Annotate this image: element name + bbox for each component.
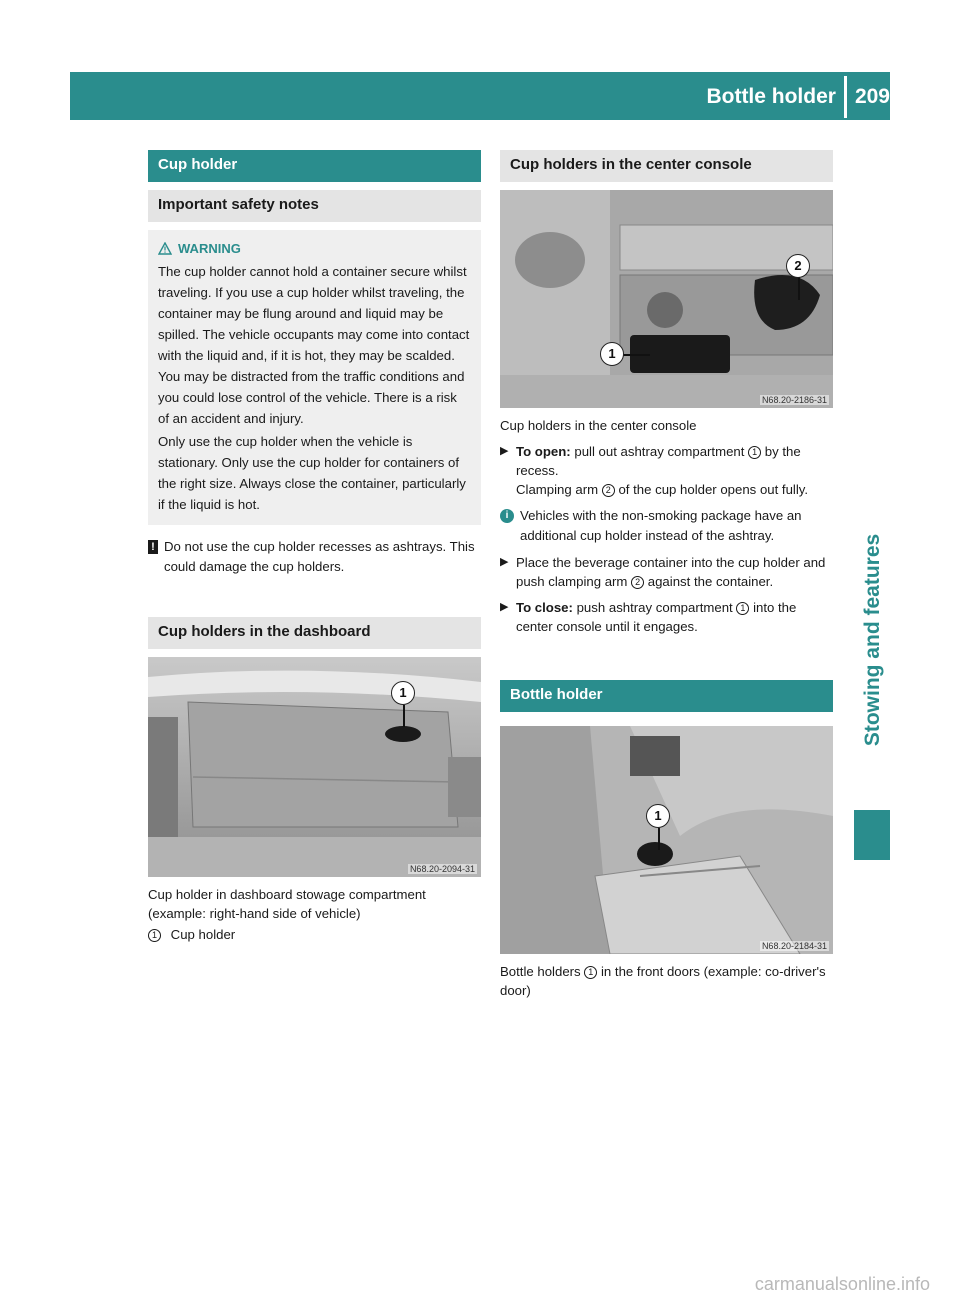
step-place-text: Place the beverage container into the cup holder and push clamping arm [516, 555, 826, 589]
step-open-label: To open: [516, 444, 571, 459]
caption-line-2: (example: right-hand side of vehicle) [148, 906, 361, 921]
step-arrow-icon: ▶ [500, 445, 509, 457]
caution-icon: ! [148, 540, 158, 554]
dashboard-cup-holder-photo [148, 657, 481, 877]
step-close-text: push ashtray compartment [576, 600, 733, 615]
step-arrow-icon: ▶ [500, 601, 509, 613]
callout-leader [658, 828, 660, 850]
warning-label: WARNING [178, 241, 241, 256]
footer-watermark: carmanualsonline.info [754, 1274, 930, 1294]
legend-text: Cup holder [170, 927, 236, 942]
right-column [500, 150, 833, 1000]
step-open-text: by the recess. [516, 444, 801, 478]
section-heading-cup-holder: Cup holder [148, 150, 481, 182]
center-console-photo [500, 190, 833, 408]
header-title: Bottle holder [706, 85, 836, 108]
dashboard-illustration [148, 657, 481, 877]
side-tab-marker [854, 810, 890, 860]
step-place [500, 553, 833, 591]
side-tab-label: Stowing and features [861, 533, 884, 747]
section-heading-bottle-holder: Bottle holder [500, 680, 833, 712]
section-heading-dashboard: Cup holders in the dashboard [148, 617, 481, 649]
step-arrow-icon: ▶ [500, 556, 509, 568]
warning-paragraph-1: The cup holder cannot hold a container secure whilst traveling. If you use a cup holder whilst traveling, the container may be flung around and liquid may be spilled. The vehicle occupants may come into contact with the liquid and, if it is hot, they may be scalded. You may be distracted from the traffic conditions and you could lose control of the vehicle. There is a risk of an accident and injury. [158, 264, 470, 426]
warning-title [158, 238, 471, 259]
caption-text: in the front doors (example: co-driver's door) [500, 964, 826, 998]
legend-item [148, 925, 481, 944]
photo-code: N68.20-2094-31 [409, 864, 475, 874]
step-open-text: of the cup holder opens out fully. [618, 482, 809, 497]
ref-number: 2 [602, 484, 615, 497]
step-close-label: To close: [516, 600, 573, 615]
section-heading-center-console: Cup holders in the center console [500, 150, 833, 182]
caution-note [148, 537, 481, 577]
header-separator [844, 76, 847, 118]
photo-code: N68.20-2184-31 [761, 941, 827, 951]
bottle-holder-caption [500, 962, 833, 1000]
info-note-text: Vehicles with the non-smoking package have an additional cup holder instead of the ashtray. [520, 508, 802, 543]
callout-leader-1 [622, 354, 650, 356]
caution-note-text: Do not use the cup holder recesses as ashtrays. This could damage the cup holders. [164, 539, 475, 574]
step-open [500, 442, 833, 499]
ref-number: 1 [748, 446, 761, 459]
warning-triangle-icon [158, 242, 172, 255]
center-console-illustration [500, 190, 833, 408]
caption-line-1: Cup holder in dashboard stowage compartment [148, 887, 426, 902]
info-icon: i [500, 509, 514, 523]
caption-text: Bottle holders [500, 964, 581, 979]
side-tab [858, 470, 888, 810]
callout-leader [403, 705, 405, 727]
ref-number: 1 [736, 602, 749, 615]
subsection-heading-safety: Important safety notes [148, 190, 481, 222]
warning-paragraph-2: Only use the cup holder when the vehicle is stationary. Only use the cup holder for containers of the right size. Always close the container, particularly if the liquid is hot. [158, 434, 466, 512]
step-open-text: Clamping arm [516, 482, 599, 497]
photo-code: N68.20-2186-31 [761, 395, 827, 405]
bottle-holder-illustration [500, 726, 833, 954]
dashboard-caption [148, 885, 481, 944]
ref-number: 1 [584, 966, 597, 979]
warning-box [148, 230, 481, 525]
ref-number: 2 [631, 576, 644, 589]
callout-1: 1 [600, 342, 624, 366]
step-place-text: against the container. [647, 574, 774, 589]
page-number: 209 [854, 85, 890, 108]
callout-1: 1 [391, 681, 415, 705]
bottle-holder-photo [500, 726, 833, 954]
running-header [706, 84, 890, 110]
left-column [148, 150, 481, 944]
info-note [500, 506, 833, 546]
step-close-text: into the center console until it engages. [516, 600, 797, 634]
callout-1: 1 [646, 804, 670, 828]
callout-2: 2 [786, 254, 810, 278]
legend-number: 1 [148, 929, 161, 942]
step-open-text: pull out ashtray compartment [574, 444, 745, 459]
center-console-caption: Cup holders in the center console [500, 418, 697, 433]
step-close [500, 598, 833, 636]
